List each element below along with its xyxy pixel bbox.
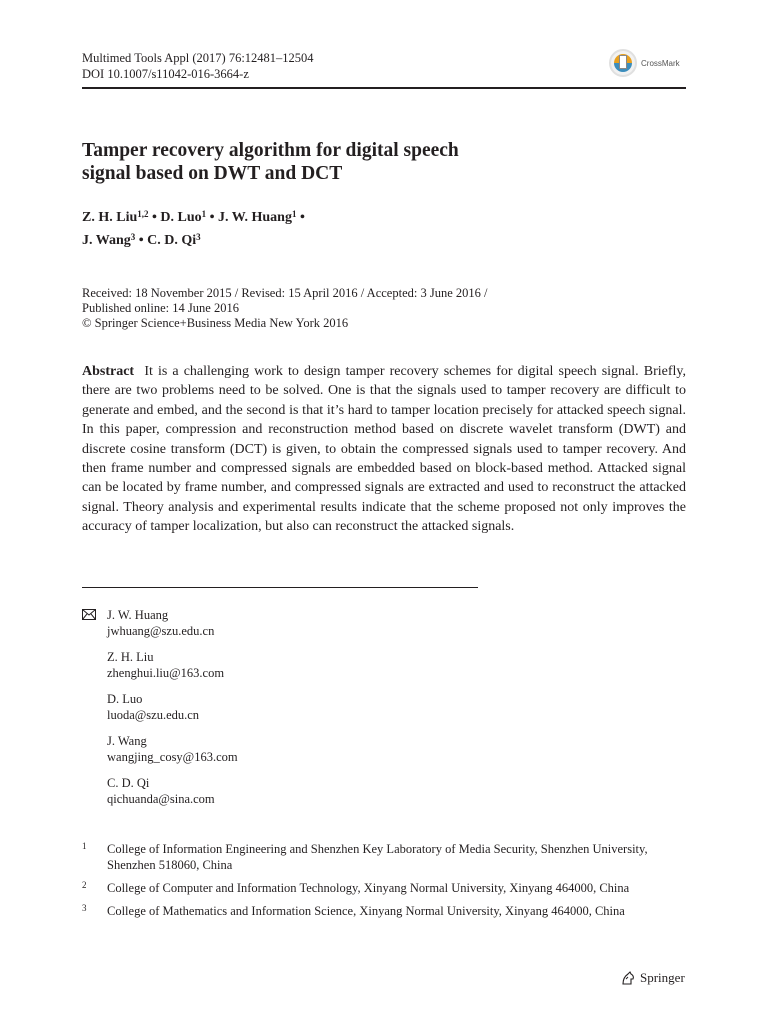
author-list <box>82 206 642 252</box>
affiliation-text: College of Computer and Information Technology, Xinyang Normal University, Xinyang 464000, China <box>107 881 630 895</box>
contact-entry <box>107 649 238 681</box>
publication-dates <box>82 286 682 331</box>
crossmark-badge[interactable] <box>609 49 680 77</box>
contact-email[interactable]: zhenghui.liu@163.com <box>107 666 225 680</box>
affiliation-text: College of Information Engineering and Shenzhen Key Laboratory of Media Security, Shenzhen University, Shenzhen 518060, China <box>107 842 648 872</box>
envelope-icon <box>82 609 96 620</box>
affiliation-text: College of Mathematics and Information Science, Xinyang Normal University, Xinyang 464000, China <box>107 904 625 918</box>
header-rule <box>82 87 686 89</box>
abstract-text: It is a challenging work to design tamper recovery schemes for digital speech signal. Briefly, there are two problems need to be solved. One is that the signals used to tamper recovery are difficult to generate and embed, and the second is that it’s hard to tamper location precisely for attacked speech signal. In this paper, compression and reconstruction method based on discrete wavelet transform (DWT) and discrete cosine transform (DCT) is given, to obtain the compressed signals used to tamper recovery. And then frame number and compressed signals are embedded based on block-based method. Attacked signal can be located by frame number, and compressed signals are extracted and used to reconstruct the attacked signal. Theory analysis and experimental results indicate that the scheme proposed not only improves the accuracy of tamper localization, but also can reconstruct the attacked signals. <box>82 364 686 535</box>
publisher-name: Springer <box>640 970 685 985</box>
contact-entry <box>107 691 238 723</box>
contact-email[interactable]: luoda@szu.edu.cn <box>107 708 200 722</box>
author-affil-ref: 1 <box>201 209 207 219</box>
author-name: C. D. Qi <box>147 233 197 248</box>
author-affil-ref: 1,2 <box>137 209 149 219</box>
dates-line-2: Published online: 14 June 2016 <box>82 301 239 315</box>
contact-name: D. Luo <box>107 692 143 706</box>
journal-header <box>82 50 314 82</box>
contact-entry <box>107 775 238 807</box>
contact-name: Z. H. Liu <box>107 650 154 664</box>
author-affil-ref: 3 <box>196 232 201 242</box>
contact-list <box>107 607 238 817</box>
abstract-rule <box>82 587 478 588</box>
author-name: D. Luo <box>160 210 202 225</box>
copyright-line: © Springer Science+Business Media New York 2016 <box>82 316 349 330</box>
author-separator: • <box>138 233 144 248</box>
affiliation-list <box>82 841 686 926</box>
affiliation-number: 3 <box>82 903 87 913</box>
springer-horse-logo <box>620 970 636 986</box>
author-separator: • <box>152 210 157 225</box>
paper-title <box>82 139 642 185</box>
contact-email[interactable]: qichuanda@sina.com <box>107 792 215 806</box>
author-line-1 <box>82 206 642 229</box>
author-name: J. W. Huang <box>218 210 292 225</box>
abstract-label: Abstract <box>82 364 135 379</box>
author-affil-ref: 1 <box>291 209 297 219</box>
crossmark-label: CrossMark <box>641 58 680 68</box>
contact-entry <box>107 607 238 639</box>
contact-email[interactable]: wangjing_cosy@163.com <box>107 750 238 764</box>
author-line-2 <box>82 229 642 252</box>
contact-entry <box>107 733 238 765</box>
title-line-2: signal based on DWT and DCT <box>82 163 343 184</box>
abstract <box>82 362 686 537</box>
crossmark-logo <box>609 49 637 77</box>
author-affil-ref: 3 <box>130 232 136 242</box>
affiliation-number: 1 <box>82 841 87 851</box>
title-line-1: Tamper recovery algorithm for digital speech <box>82 140 459 161</box>
affiliation-item <box>82 841 686 873</box>
journal-citation: Multimed Tools Appl (2017) 76:12481–12504 <box>82 51 314 65</box>
contact-name: C. D. Qi <box>107 776 150 790</box>
contact-email[interactable]: jwhuang@szu.edu.cn <box>107 624 215 638</box>
affiliation-item <box>82 903 686 919</box>
publisher-footer <box>620 970 685 986</box>
author-name: Z. H. Liu <box>82 210 138 225</box>
author-separator: • <box>299 210 305 225</box>
contact-name: J. W. Huang <box>107 608 169 622</box>
doi[interactable]: DOI 10.1007/s11042-016-3664-z <box>82 67 249 81</box>
author-name: J. Wang <box>82 233 131 248</box>
dates-line-1: Received: 18 November 2015 / Revised: 15 April 2016 / Accepted: 3 June 2016 / <box>82 286 488 300</box>
contact-name: J. Wang <box>107 734 147 748</box>
affiliation-number: 2 <box>82 880 87 890</box>
affiliation-item <box>82 880 686 896</box>
author-separator: • <box>209 210 215 225</box>
